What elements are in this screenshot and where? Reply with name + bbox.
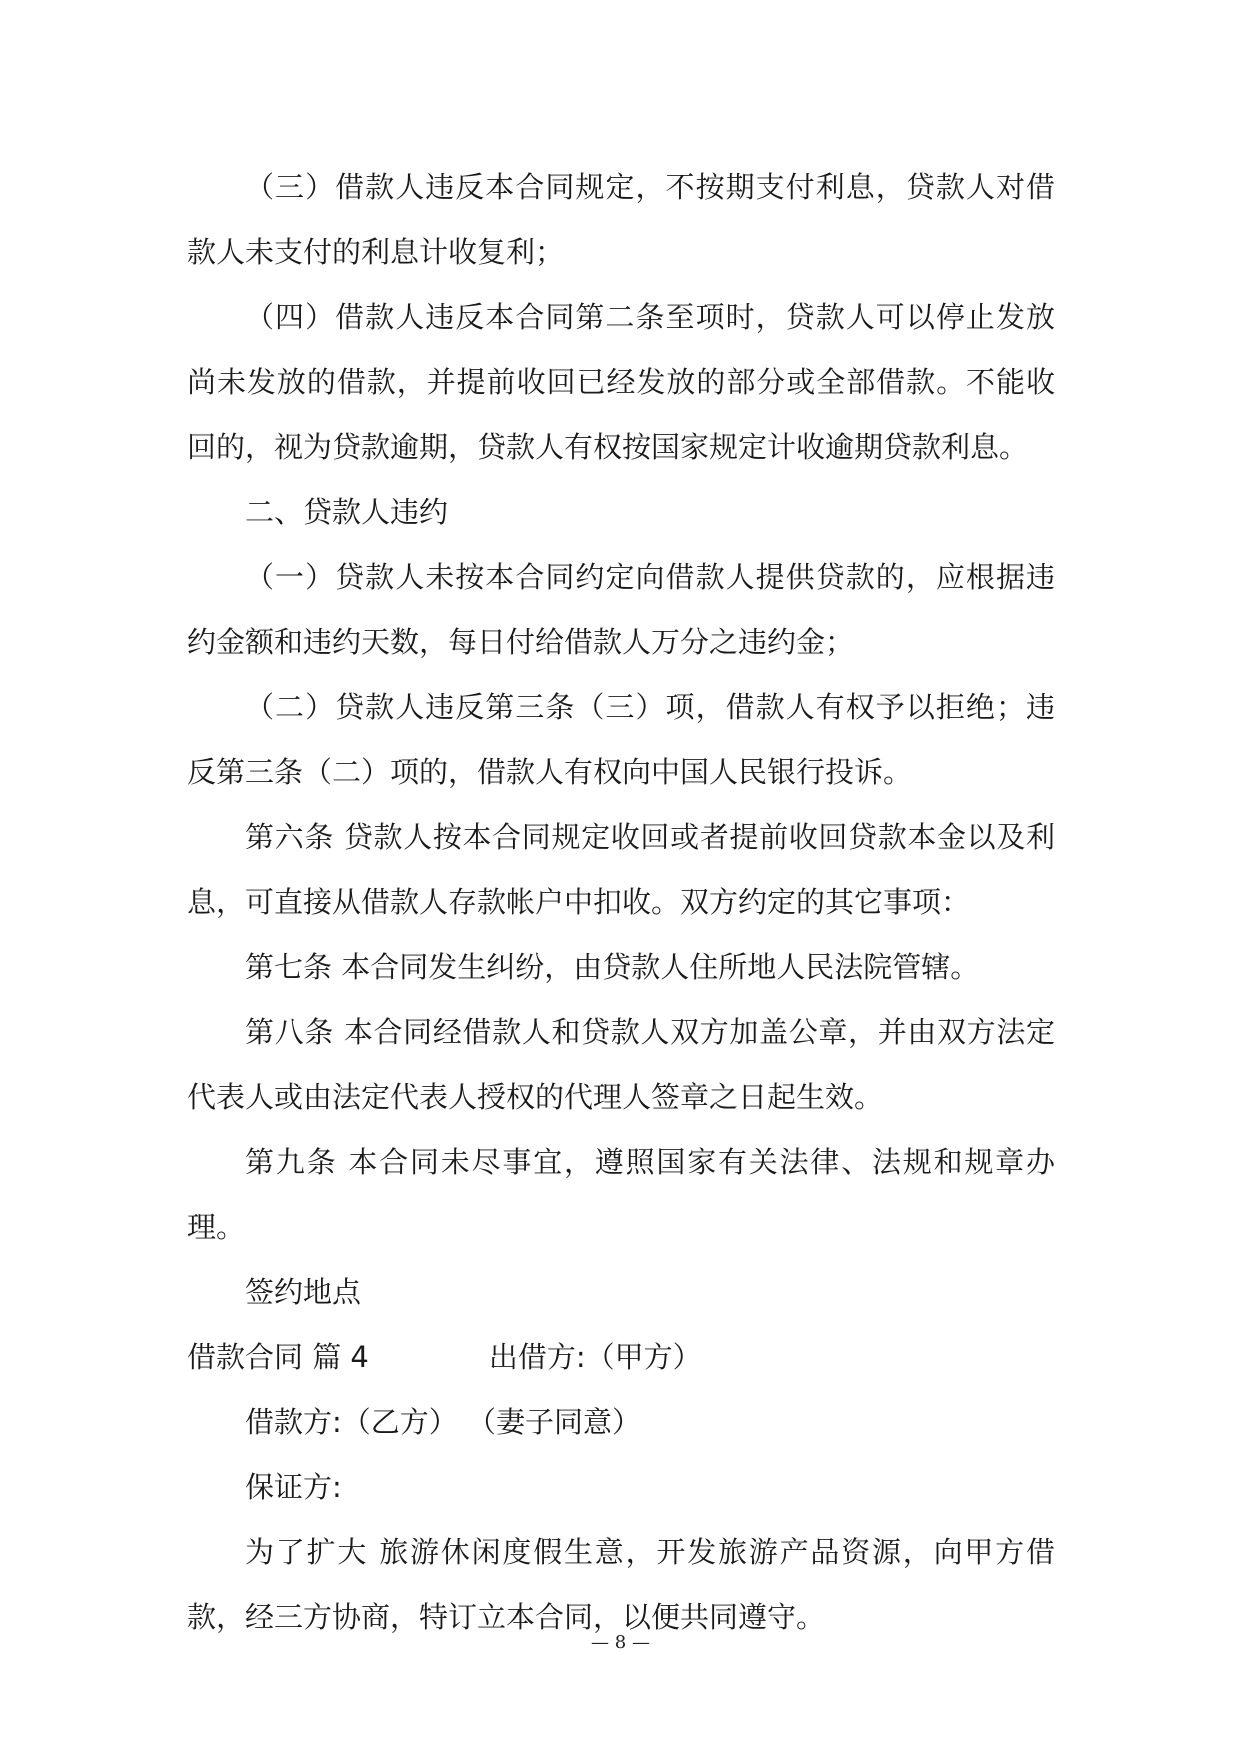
paragraph-lender-item-1: （一）贷款人未按本合同约定向借款人提供贷款的，应根据违约金额和违约天数，每日付给借款人万分之违约金； — [187, 560, 1055, 659]
page-number: — 8 — — [591, 1632, 650, 1653]
contract-purpose-paragraph: 为了扩大 旅游休闲度假生意，开发旅游产品资源，向甲方借款，经三方协商，特订立本合同，以便共同遵守。 — [187, 1535, 1055, 1634]
guarantor-party-label: 保证方: — [245, 1470, 342, 1504]
article-8: 第八条 本合同经借款人和贷款人双方加盖公章，并由双方法定代表人或由法定代表人授权的代理人签章之日起生效。 — [187, 1015, 1055, 1114]
paragraph-lender-item-2: （二）贷款人违反第三条（三）项，借款人有权予以拒绝；违反第三条（二）项的，借款人有权向中国人民银行投诉。 — [187, 690, 1055, 789]
section-heading-lender-breach: 二、贷款人违约 — [245, 495, 449, 529]
borrower-party-label: 借款方:（乙方） （妻子同意） — [245, 1405, 641, 1439]
contract-heading-line — [187, 1325, 1055, 1390]
body-text — [187, 155, 1055, 1650]
contract-title: 借款合同 篇 4 — [187, 1340, 369, 1374]
article-6: 第六条 贷款人按本合同规定收回或者提前收回贷款本金以及利息，可直接从借款人存款帐户中扣收。双方约定的其它事项： — [187, 820, 1055, 919]
paragraph-item-3-interest: （三）借款人违反本合同规定，不按期支付利息，贷款人对借款人未支付的利息计收复利； — [187, 170, 1055, 269]
signing-place-label: 签约地点 — [245, 1275, 362, 1309]
article-9: 第九条 本合同未尽事宜，遵照国家有关法律、法规和规章办理。 — [187, 1145, 1055, 1244]
lender-party-label: 出借方:（甲方） — [488, 1340, 702, 1374]
article-7: 第七条 本合同发生纠纷，由贷款人住所地人民法院管辖。 — [245, 950, 980, 984]
paragraph-item-4-stop-loan: （四）借款人违反本合同第二条至项时，贷款人可以停止发放尚未发放的借款，并提前收回已经发放的部分或全部借款。不能收回的，视为贷款逾期，贷款人有权按国家规定计收逾期贷款利息。 — [187, 300, 1055, 464]
